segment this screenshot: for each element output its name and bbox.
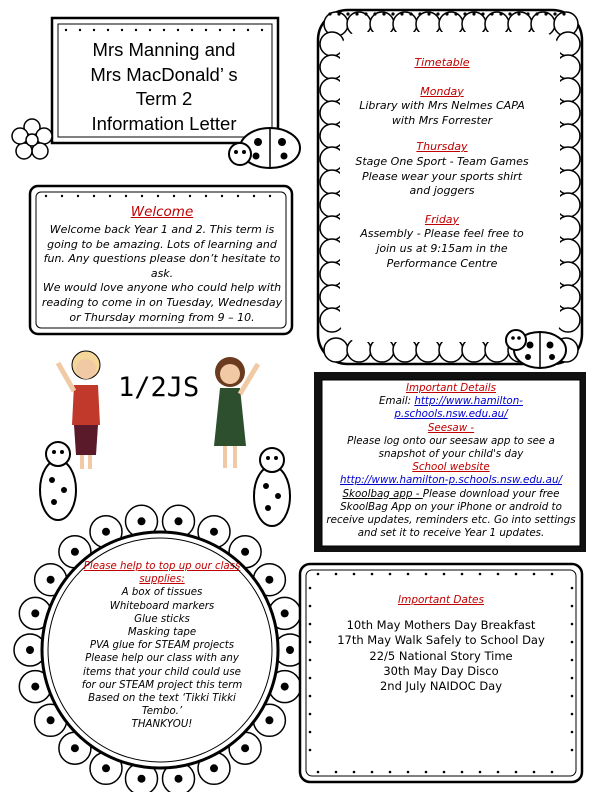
supply-item: PVA glue for STEAM projects xyxy=(89,640,235,652)
email-line xyxy=(326,395,576,421)
timetable-day: Thursday xyxy=(416,140,468,154)
teacher-illustration-right xyxy=(214,357,258,468)
skoolbag-label: Skoolbag app - xyxy=(342,487,423,500)
title-line: Mrs Manning and xyxy=(92,39,236,60)
supplies-thanks: THANKYOU! xyxy=(131,719,193,731)
flower-icon xyxy=(12,119,52,159)
date-item: 22/5 National Story Time xyxy=(369,648,513,663)
date-item: 30th May Day Disco xyxy=(383,663,499,678)
timetable-day: Friday xyxy=(424,212,460,226)
timetable-day-text: Stage One Sport - Team Games Please wear your sports shirt and joggers xyxy=(355,154,529,198)
website-heading: School website xyxy=(412,461,490,474)
timetable-day: Monday xyxy=(420,84,464,98)
details-heading: Important Details xyxy=(405,382,497,394)
supply-item: Masking tape xyxy=(127,627,197,639)
bug-icon xyxy=(254,448,290,526)
dates-section xyxy=(318,593,564,694)
supplies-section xyxy=(80,560,244,732)
supply-item: Glue sticks xyxy=(134,613,190,625)
welcome-body: We would love anyone who could help with reading to come in on Tuesday, Wednesday or Thursday morning from 9 – 10. xyxy=(41,281,283,324)
skoolbag-line xyxy=(326,488,576,541)
details-section xyxy=(326,382,576,540)
timetable-day-text: Library with Mrs Nelmes CAPA with Mrs Forrester xyxy=(359,99,525,127)
timetable-day-text: Assembly - Please feel free to join us at 9:15am in the Performance Centre xyxy=(360,227,524,270)
page-title xyxy=(60,38,268,136)
seesaw-heading: Seesaw - xyxy=(427,421,475,434)
title-line: Information Letter xyxy=(91,112,237,134)
email-link[interactable]: http://www.hamilton-p.schools.nsw.edu.au/ xyxy=(394,395,523,421)
date-item: 17th May Walk Safely to School Day xyxy=(337,633,545,648)
supply-item: Whiteboard markers xyxy=(109,600,215,612)
timetable-heading: Timetable xyxy=(414,56,470,69)
date-item: 10th May Mothers Day Breakfast xyxy=(346,618,536,633)
seesaw-text: Please log onto our seesaw app to see a snapshot of your child's day xyxy=(347,434,555,461)
supplies-note: Please help our class with any items that your child could use for our STEAM project this term Based on the text ‘Tikki Tikki Tembo.’ xyxy=(81,653,243,718)
email-label: Email: xyxy=(379,395,415,408)
date-item: 2nd July NAIDOC Day xyxy=(379,679,503,694)
title-line: Mrs MacDonald’ s xyxy=(90,63,238,85)
bug-icon xyxy=(40,442,76,520)
title-line: Term 2 xyxy=(135,88,193,109)
welcome-section xyxy=(40,203,284,325)
supplies-heading: Please help to top up our class supplies: xyxy=(83,561,241,586)
welcome-body: Welcome back Year 1 and 2. This term is going to be amazing. Lots of learning and fun. Any questions please don’t hesitate to ask. xyxy=(43,223,281,280)
website-link[interactable]: http://www.hamilton-p.schools.nsw.edu.au/ xyxy=(340,474,562,487)
welcome-heading: Welcome xyxy=(130,204,194,220)
supply-item: A box of tissues xyxy=(121,587,203,599)
dates-heading: Important Dates xyxy=(398,594,484,606)
timetable-section xyxy=(352,56,532,271)
class-label: 1/2JS xyxy=(118,372,200,403)
skoolbag-text: Please download your free SkoolBag App on your iPhone or android to receive updates, reminders etc. Go into settings and set it to receive Year 1 updates. xyxy=(326,487,576,540)
